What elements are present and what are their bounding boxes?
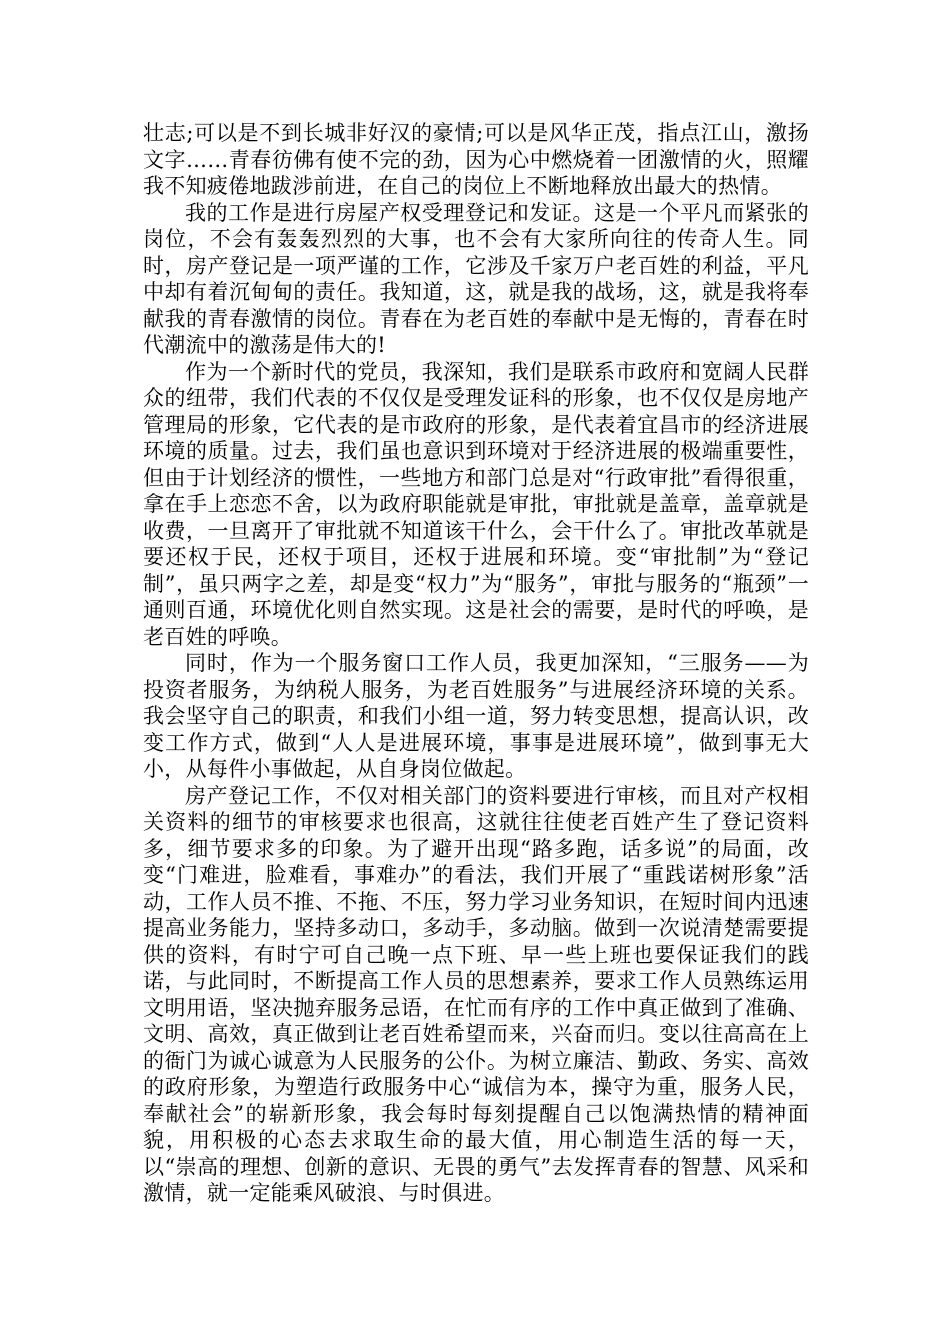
paragraph-4: 同时，作为一个服务窗口工作人员，我更加深知，“三服务——为投资者服务，为纳税人服务，为老百姓服务”与进展经济环境的关系。我会坚守自己的职责，和我们小组一道，努力转变思想，提高认识，改变工作方式，做到“人人是进展环境，事事是进展环境”，做到事无大小，从每件小事做起，从自身岗位做起。 [143, 651, 809, 781]
paragraph-5: 房产登记工作，不仅对相关部门的资料要进行审核，而且对产权相关资料的细节的审核要求也很高，这就往往使老百姓产生了登记资料多，细节要求多的印象。为了避开出现“路多跑，话多说”的局面，改变“门难进，脸难看，事难办”的看法，我们开展了“重践诺树形象”活动，工作人员不推、不拖、不压，努力学习业务知识，在短时间内迅速提高业务能力，坚持多动口，多动手，多动脑。做到一次说清楚需要提供的资料，有时宁可自己晚一点下班、早一些上班也要保证我们的践诺，与此同时，不断提高工作人员的思想素养，要求工作人员熟练运用文明用语，坚决抛弃服务忌语，在忙而有序的工作中真正做到了准确、文明、高效，真正做到让老百姓希望而来，兴奋而归。变以往高高在上的衙门为诚心诚意为人民服务的公仆。为树立廉洁、勤政、务实、高效的政府形象，为塑造行政服务中心“诚信为本，操守为重，服务人民，奉献社会”的崭新形象，我会每时每刻提醒自己以饱满热情的精神面貌，用积极的心态去求取生命的最大值，用心制造生活的每一天，以“崇高的理想、创新的意识、无畏的勇气”去发挥青春的智慧、风采和激情，就一定能乘风破浪、与时俱进。 [143, 783, 809, 1205]
paragraph-1: 壮志;可以是不到长城非好汉的豪情;可以是风华正茂，指点江山，激扬文字……青春彷佛有使不完的劲，因为心中燃烧着一团激情的火，照耀我不知疲倦地跋涉前进，在自己的岗位上不断地释放出最大的热情。 [143, 121, 809, 198]
document-body [143, 120, 809, 1207]
paragraph-2: 我的工作是进行房屋产权受理登记和发证。这是一个平凡而紧张的岗位，不会有轰轰烈烈的大事，也不会有大家所向往的传奇人生。同时，房产登记是一项严谨的工作，它涉及千家万户老百姓的利益，平凡中却有着沉甸甸的责任。我知道，这，就是我的战场，这，就是我将奉献我的青春激情的岗位。青春在为老百姓的奉献中是无悔的，青春在时代潮流中的激荡是伟大的! [143, 200, 809, 357]
paragraph-3: 作为一个新时代的党员，我深知，我们是联系市政府和宽阔人民群众的纽带，我们代表的不仅仅是受理发证科的形象，也不仅仅是房地产管理局的形象，它代表的是市政府的形象，是代表着宜昌市的经济进展环境的质量。过去，我们虽也意识到环境对于经济进展的极端重要性，但由于计划经济的惯性，一些地方和部门总是对“行政审批”看得很重，拿在手上恋恋不舍，以为政府职能就是审批，审批就是盖章，盖章就是收费，一旦离开了审批就不知道该干什么，会干什么了。审批改革就是要还权于民，还权于项目，还权于进展和环境。变“审批制”为“登记制”，虽只两字之差，却是变“权力”为“服务”，审批与服务的“瓶颈”一通则百通，环境优化则自然实现。这是社会的需要，是时代的呼唤，是老百姓的呼唤。 [143, 359, 809, 649]
